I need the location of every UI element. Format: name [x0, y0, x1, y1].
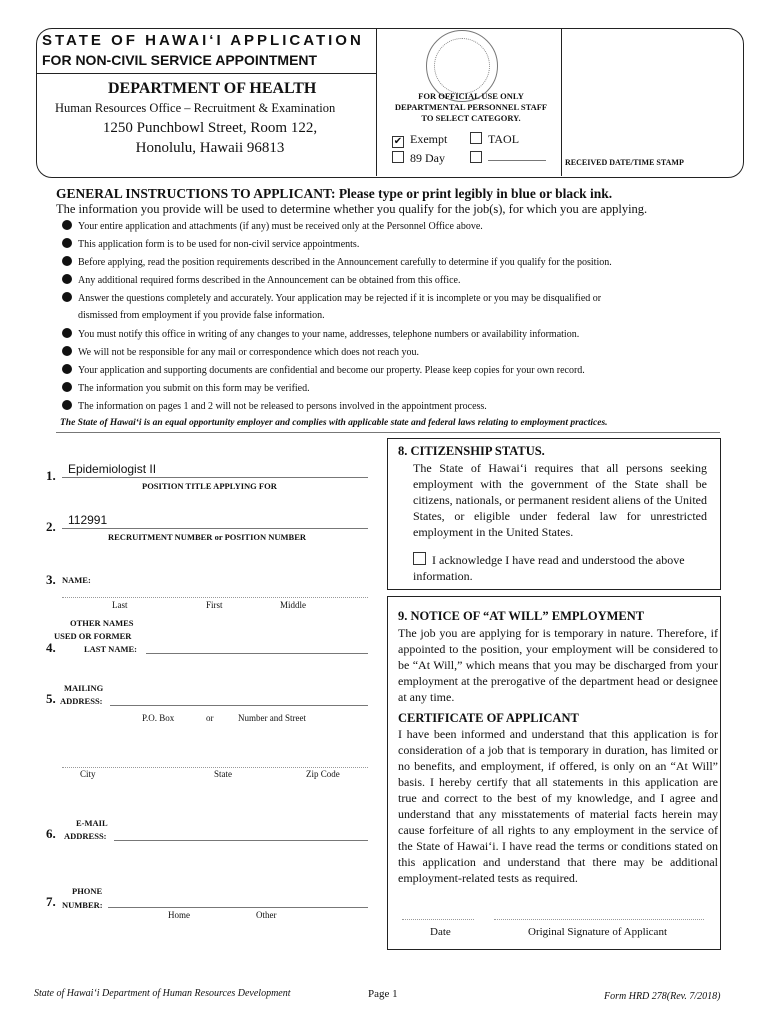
- mailing-address-label: MAILING: [64, 683, 104, 693]
- phone-label: PHONE: [72, 886, 103, 896]
- department-name: DEPARTMENT OF HEALTH: [108, 80, 317, 97]
- city-state-zip-field[interactable]: [62, 767, 368, 768]
- footer-department: State of Hawai‘i Department of Human Resources Development: [34, 988, 291, 999]
- name-first-label: First: [206, 600, 223, 610]
- recruitment-number-field[interactable]: [62, 528, 368, 529]
- form-subtitle: FOR NON-CIVIL SERVICE APPOINTMENT: [42, 52, 318, 68]
- bullet-icon: [62, 328, 72, 338]
- position-title-value[interactable]: Epidemiologist II: [68, 462, 157, 476]
- signature-label: Original Signature of Applicant: [528, 926, 667, 938]
- recruitment-number-label: RECRUITMENT NUMBER or POSITION NUMBER: [108, 532, 307, 542]
- header-divider-1: [376, 28, 377, 176]
- phone-label-2: NUMBER:: [62, 900, 103, 910]
- or-label: or: [206, 713, 214, 723]
- received-stamp-label: RECEIVED DATE/TIME STAMP: [565, 158, 684, 167]
- certificate-heading: CERTIFICATE OF APPLICANT: [398, 711, 579, 725]
- instructions-heading: GENERAL INSTRUCTIONS TO APPLICANT: Please type or print legibly in blue or black ink.: [56, 186, 613, 201]
- home-label: Home: [168, 910, 190, 920]
- name-field[interactable]: [62, 597, 368, 598]
- bullet-icon: [62, 238, 72, 248]
- page-number: Page 1: [368, 988, 398, 1000]
- official-use-select: TO SELECT CATEGORY.: [421, 113, 521, 123]
- name-middle-label: Middle: [280, 600, 306, 610]
- citizenship-heading: 8. CITIZENSHIP STATUS.: [398, 444, 545, 458]
- instruction-continuation: dismissed from employment if you provide false information.: [78, 310, 325, 321]
- citizenship-ack[interactable]: [413, 552, 711, 584]
- 89day-checkbox[interactable]: [392, 151, 404, 163]
- eeo-statement: The State of Hawai‘i is an equal opportunity employer and complies with applicable state and federal laws relating to employment practices.: [60, 418, 608, 428]
- state-label: State: [214, 769, 232, 779]
- instructions-intro: The information you provide will be used to determine whether you qualify for the job(s), for which you are applying.: [56, 202, 648, 216]
- 89day-label: 89 Day: [410, 151, 445, 165]
- date-field[interactable]: [402, 919, 474, 920]
- instruction-item: Before applying, read the position requirements described in the Announcement carefully to determine if you qualify for the position.: [62, 256, 612, 269]
- city-label: City: [80, 769, 96, 779]
- signature-field[interactable]: [494, 919, 704, 920]
- header-divider-2: [561, 28, 562, 176]
- exempt-label: Exempt: [410, 132, 448, 146]
- instruction-item: Any additional required forms described in the Announcement can be obtained from this office.: [62, 274, 460, 287]
- mailing-address-label-2: ADDRESS:: [60, 696, 103, 706]
- address-line-1: 1250 Punchbowl Street, Room 122,: [102, 120, 318, 136]
- instruction-item: The information you submit on this form may be verified.: [62, 382, 310, 395]
- at-will-text: The job you are applying for is temporary in nature. Therefore, if appointed to the position, your employment will be considered to be “At Will,” which means that you may be discharged from your employment at the prerogative of the department head or designee at any time.: [398, 626, 718, 704]
- bullet-icon: [62, 382, 72, 392]
- field-number-7: 7.: [46, 894, 56, 909]
- other-names-label: OTHER NAMES: [70, 618, 134, 628]
- name-label: NAME:: [62, 575, 91, 585]
- field-number-6: 6.: [46, 826, 56, 841]
- taol-label: TAOL: [488, 132, 520, 146]
- field-number-4: 4.: [46, 640, 56, 655]
- other-category-checkbox[interactable]: [470, 151, 482, 163]
- ack-text: I acknowledge I have read and understood the above information.: [413, 553, 685, 583]
- position-title-label: POSITION TITLE APPLYING FOR: [142, 481, 277, 491]
- instruction-item: This application form is to be used for non-civil service appointments.: [62, 238, 359, 251]
- field-number-5: 5.: [46, 691, 56, 706]
- bullet-icon: [62, 220, 72, 230]
- phone-field[interactable]: [108, 907, 368, 908]
- state-seal-inner: [434, 38, 490, 94]
- instruction-item: Answer the questions completely and accurately. Your application may be rejected if it is incomplete or you may be disqualified or: [62, 292, 601, 305]
- exempt-option[interactable]: [392, 132, 447, 148]
- 89day-option[interactable]: [392, 151, 445, 166]
- section-divider: [56, 432, 720, 433]
- office-name: Human Resources Office – Recruitment & Examination: [55, 101, 336, 115]
- instruction-item: The information on pages 1 and 2 will not be released to persons involved in the appointment process.: [62, 400, 487, 413]
- citizenship-text: The State of Hawai‘i requires that all persons seeking employment with the government of the State shall be citizens, nationals, or permanent resident aliens of the United States, or eligible under federal law for unrestricted employment in the United States.: [413, 461, 707, 539]
- instruction-item: Your entire application and attachments (if any) must be received only at the Personnel Office above.: [62, 220, 483, 233]
- other-category-option[interactable]: [470, 151, 488, 166]
- bullet-icon: [62, 292, 72, 302]
- official-use-label: FOR OFFICIAL USE ONLY: [418, 91, 524, 101]
- zip-label: Zip Code: [306, 769, 340, 779]
- bullet-icon: [62, 364, 72, 374]
- other-names-label-2: USED OR FORMER: [54, 631, 132, 641]
- field-number-2: 2.: [46, 519, 56, 534]
- form-number: Form HRD 278(Rev. 7/2018): [604, 991, 721, 1002]
- bullet-icon: [62, 400, 72, 410]
- ack-checkbox[interactable]: [413, 552, 426, 565]
- instruction-item: We will not be responsible for any mail or correspondence which does not reach you.: [62, 346, 419, 359]
- name-last-label: Last: [112, 600, 128, 610]
- email-label-2: ADDRESS:: [64, 831, 107, 841]
- other-names-label-3: LAST NAME:: [84, 644, 137, 654]
- address-line-2: Honolulu, Hawaii 96813: [135, 140, 285, 156]
- po-box-label: P.O. Box: [142, 713, 175, 723]
- bullet-icon: [62, 346, 72, 356]
- bullet-icon: [62, 274, 72, 284]
- other-label: Other: [256, 910, 277, 920]
- number-street-label: Number and Street: [238, 713, 306, 723]
- email-field[interactable]: [114, 840, 368, 841]
- at-will-heading: 9. NOTICE OF “AT WILL” EMPLOYMENT: [398, 609, 645, 623]
- recruitment-number-value[interactable]: 112991: [68, 513, 108, 527]
- taol-checkbox[interactable]: [470, 132, 482, 144]
- instruction-item: Your application and supporting documents are confidential and become our property. Please keep copies for your own record.: [62, 364, 585, 377]
- field-number-3: 3.: [46, 572, 56, 587]
- bullet-icon: [62, 256, 72, 266]
- other-category-field[interactable]: [488, 160, 546, 161]
- field-number-1: 1.: [46, 468, 56, 483]
- mailing-address-field[interactable]: [110, 705, 368, 706]
- other-names-field[interactable]: [146, 653, 368, 654]
- instruction-item: You must notify this office in writing of any changes to your name, addresses, telephone numbers or availability information.: [62, 328, 579, 341]
- taol-option[interactable]: [470, 132, 519, 147]
- email-label: E-MAIL: [76, 818, 108, 828]
- title-underline: [36, 73, 376, 74]
- date-label: Date: [430, 926, 451, 938]
- form-title: STATE OF HAWAI‘I APPLICATION: [42, 32, 364, 49]
- exempt-checkbox[interactable]: ✔: [393, 136, 403, 147]
- position-title-field[interactable]: [62, 477, 368, 478]
- certificate-text: I have been informed and understand that this application is for consideration of a job that is temporary in duration, has limited or no benefits, and employment, if offered, is only on an “At Will” basis. I hereby certify that all statements in this application are true and correct to the best of my knowledge, and I agree and understand that any misstatements of material facts herein may cause forfeiture of all rights to any employment in the service of the State of Hawai‘i. I have read the terms or conditions stated on this application and understand that there may be additional employment-related tests as required.: [398, 727, 718, 885]
- official-use-staff: DEPARTMENTAL PERSONNEL STAFF: [394, 102, 548, 112]
